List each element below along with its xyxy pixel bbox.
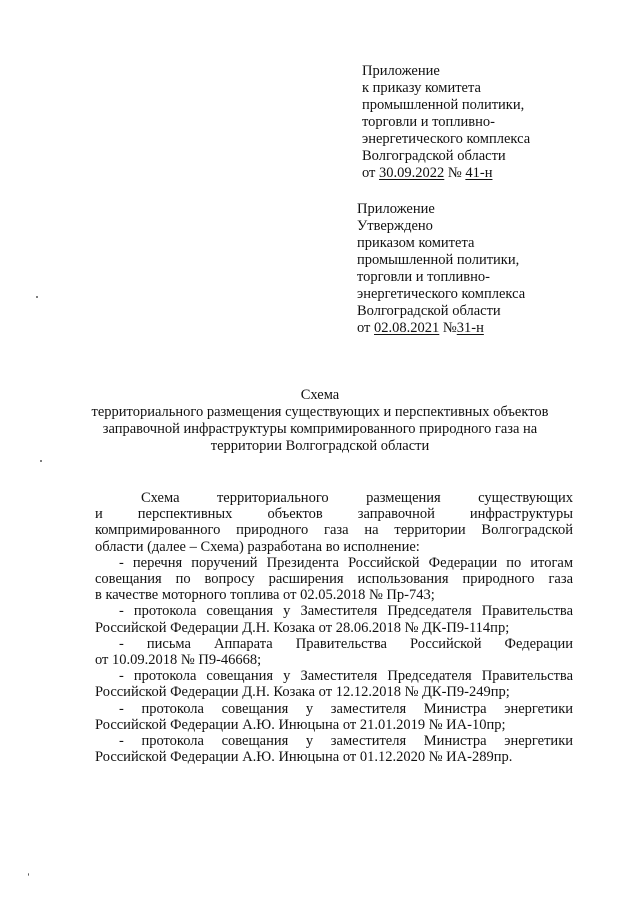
body-line: компримированного природного газа на территории Волгоградской (95, 522, 573, 539)
attachment-line: энергетического комплекса (362, 131, 531, 147)
body-line: - письма Аппарата Правительства Российской Федерации (119, 635, 573, 652)
order-date-line (362, 165, 530, 182)
body-line: Российской Федерации А.Ю. Инюцына от 21.01.2019 № ИА-10пр; (95, 716, 506, 733)
attachment-line: приказом комитета (357, 235, 475, 251)
date-prefix: от (357, 320, 375, 336)
body-line: Российской Федерации Д.Н. Козака от 12.12.2018 № ДК-П9-249пр; (95, 684, 510, 701)
attachment-block-current (362, 63, 530, 182)
body-line: Российской Федерации А.Ю. Инюцына от 01.12.2020 № ИА-289пр. (95, 749, 513, 766)
body-line: совещания по вопросу расширения использования природного газа (95, 571, 573, 588)
attachment-line: Утверждено (357, 218, 433, 234)
attachment-line: промышленной политики, (362, 97, 525, 113)
order-date: 30.09.2022 (379, 165, 445, 181)
attachment-line: торговли и топливно- (357, 269, 490, 285)
date-prefix: от (362, 165, 380, 181)
title-line: заправочной инфраструктуры компримированного природного газа на (102, 421, 538, 437)
scan-speck (40, 460, 42, 462)
order-date: 02.08.2021 (374, 320, 440, 336)
order-number: 41-н (465, 165, 493, 181)
attachment-block-approved (357, 201, 525, 337)
attachment-line: Волгоградской области (357, 303, 501, 319)
body-line: и перспективных объектов заправочной инфраструктуры (95, 506, 573, 523)
title-line: Схема (300, 387, 340, 403)
body-line: - протокола совещания у заместителя Министра энергетики (119, 700, 573, 717)
attachment-line: энергетического комплекса (357, 286, 526, 302)
document-body (95, 490, 573, 765)
document-title (80, 387, 560, 455)
attachment-line: Приложение (357, 201, 435, 217)
title-line: территории Волгоградской области (210, 438, 430, 454)
body-line: Российской Федерации Д.Н. Козака от 28.06.2018 № ДК-П9-114пр; (95, 619, 510, 636)
attachment-line: к приказу комитета (362, 80, 481, 96)
order-number: 31-н (456, 320, 484, 336)
body-line: Схема территориального размещения существующих (141, 490, 573, 506)
attachment-line: торговли и топливно- (362, 114, 495, 130)
scan-speck (28, 873, 29, 876)
attachment-line: промышленной политики, (357, 252, 520, 268)
attachment-line: Приложение (362, 63, 440, 79)
scan-speck (36, 296, 38, 298)
number-prefix: № (439, 320, 457, 336)
body-line: - протокола совещания у Заместителя Председателя Правительства (119, 668, 573, 685)
order-date-line (357, 320, 525, 337)
title-line: территориального размещения существующих и перспективных объектов (91, 404, 549, 420)
number-prefix: № (444, 165, 466, 181)
body-line: в качестве моторного топлива от 02.05.2018 № Пр-743; (95, 587, 435, 604)
body-line: - протокола совещания у Заместителя Председателя Правительства (119, 603, 573, 620)
body-line: области (далее – Схема) разработана во исполнение: (95, 538, 420, 555)
body-line: от 10.09.2018 № П9-46668; (95, 652, 262, 669)
attachment-line: Волгоградской области (362, 148, 506, 164)
body-line: - протокола совещания у заместителя Министра энергетики (119, 733, 573, 750)
body-line: - перечня поручений Президента Российской Федерации по итогам (119, 554, 573, 571)
